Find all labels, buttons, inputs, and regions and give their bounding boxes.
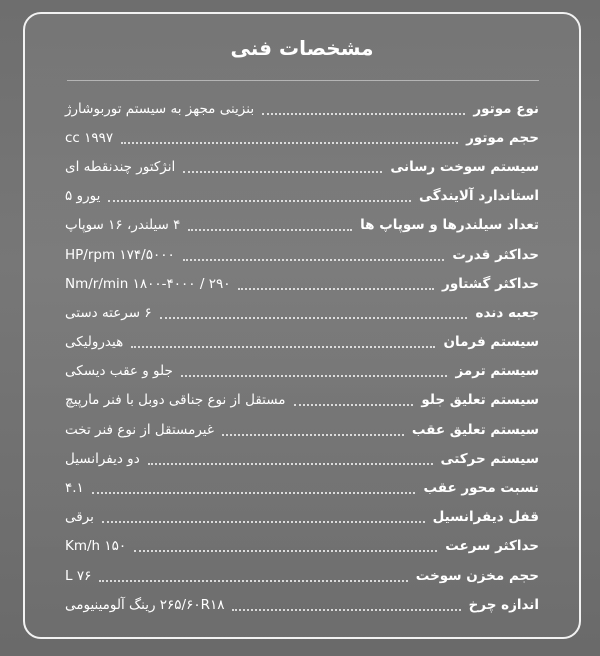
leader-dots	[238, 288, 434, 290]
spec-value: یورو ۵	[65, 188, 101, 205]
leader-dots	[131, 346, 435, 348]
spec-value: دو دیفرانسیل	[65, 450, 140, 467]
spec-row-max-speed	[65, 532, 539, 561]
leader-dots	[102, 521, 425, 523]
spec-label: سیستم ترمز	[455, 363, 539, 380]
spec-value: ۲۶۵/۶۰R۱۸ رینگ آلومینیومی	[65, 596, 225, 613]
spec-row-brakes	[65, 357, 539, 386]
spec-label: سیستم سوخت رسانی	[390, 158, 539, 175]
leader-dots	[294, 404, 414, 406]
spec-label: حداکثر قدرت	[452, 246, 539, 263]
spec-row-engine-volume	[65, 123, 539, 152]
leader-dots	[232, 609, 460, 611]
leader-dots	[188, 229, 352, 231]
spec-label: نسبت محور عقب	[423, 480, 539, 497]
spec-label: حجم مخزن سوخت	[415, 567, 539, 584]
spec-value: ۴ سیلندر، ۱۶ سوپاپ	[65, 217, 181, 234]
spec-label: سیستم فرمان	[443, 334, 539, 351]
leader-dots	[121, 142, 458, 144]
spec-value: ۶ سرعته دستی	[65, 304, 152, 321]
spec-value: ۷۶ L	[65, 567, 92, 584]
spec-value: انژکتور چندنقطه ای	[65, 158, 176, 175]
spec-row-rear-suspension	[65, 415, 539, 444]
spec-row-engine-type	[65, 94, 539, 123]
leader-dots	[92, 492, 416, 494]
leader-dots	[222, 434, 404, 436]
spec-label: اندازه چرخ	[468, 596, 539, 613]
leader-dots	[183, 171, 382, 173]
spec-label: استاندارد آلایندگی	[419, 188, 539, 205]
spec-row-fuel-system	[65, 152, 539, 181]
spec-row-front-suspension	[65, 386, 539, 415]
spec-label: جعبه دنده	[475, 304, 539, 321]
spec-value: بنزینی مجهز به سیستم توربوشارژ	[65, 100, 255, 117]
spec-row-differential-lock	[65, 503, 539, 532]
spec-row-cylinders-valves	[65, 211, 539, 240]
spec-value: ۱۵۰ Km/h	[65, 538, 127, 555]
page-title: مشخصات فنی	[230, 36, 374, 60]
leader-dots	[183, 259, 445, 261]
spec-label: سیستم تعلیق جلو	[421, 392, 539, 409]
leader-dots	[99, 580, 407, 582]
spec-value: مستقل از نوع جناقی دوبل با فنر مارپیچ	[65, 392, 286, 409]
leader-dots	[134, 550, 437, 552]
spec-value: جلو و عقب دیسکی	[65, 363, 173, 380]
spec-row-steering	[65, 328, 539, 357]
spec-list	[65, 94, 539, 619]
spec-value: ۲۹۰ / ۱۸۰۰-۴۰۰۰ Nm/r/min	[65, 275, 231, 292]
spec-card	[23, 12, 581, 639]
spec-value: ۱۷۴/۵۰۰۰ HP/rpm	[65, 246, 175, 263]
spec-row-gearbox	[65, 298, 539, 327]
spec-row-wheel-size	[65, 590, 539, 619]
spec-row-fuel-tank	[65, 561, 539, 590]
spec-row-rear-axle-ratio	[65, 473, 539, 502]
leader-dots	[108, 200, 411, 202]
spec-row-max-torque	[65, 269, 539, 298]
spec-value: ۴.۱	[65, 480, 84, 497]
spec-value: هیدرولیکی	[65, 334, 124, 351]
leader-dots	[148, 463, 433, 465]
spec-label: نوع موتور	[473, 100, 539, 117]
spec-row-emission-standard	[65, 182, 539, 211]
spec-label: قفل دیفرانسیل	[432, 509, 539, 526]
spec-row-max-power	[65, 240, 539, 269]
spec-row-drivetrain	[65, 444, 539, 473]
spec-value: برقی	[65, 509, 94, 526]
spec-label: حجم موتور	[466, 129, 539, 146]
leader-dots	[181, 375, 448, 377]
spec-label: حداکثر سرعت	[445, 538, 539, 555]
spec-label: تعداد سیلندرها و سوپاپ ها	[360, 217, 539, 234]
title-divider	[67, 80, 539, 81]
spec-label: سیستم تعلیق عقب	[411, 421, 539, 438]
leader-dots	[160, 317, 468, 319]
spec-value: غیرمستقل از نوع فنر تخت	[65, 421, 214, 438]
leader-dots	[262, 113, 465, 115]
spec-label: حداکثر گشتاور	[442, 275, 539, 292]
spec-label: سیستم حرکتی	[440, 450, 539, 467]
spec-value: ۱۹۹۷ cc	[65, 129, 114, 146]
